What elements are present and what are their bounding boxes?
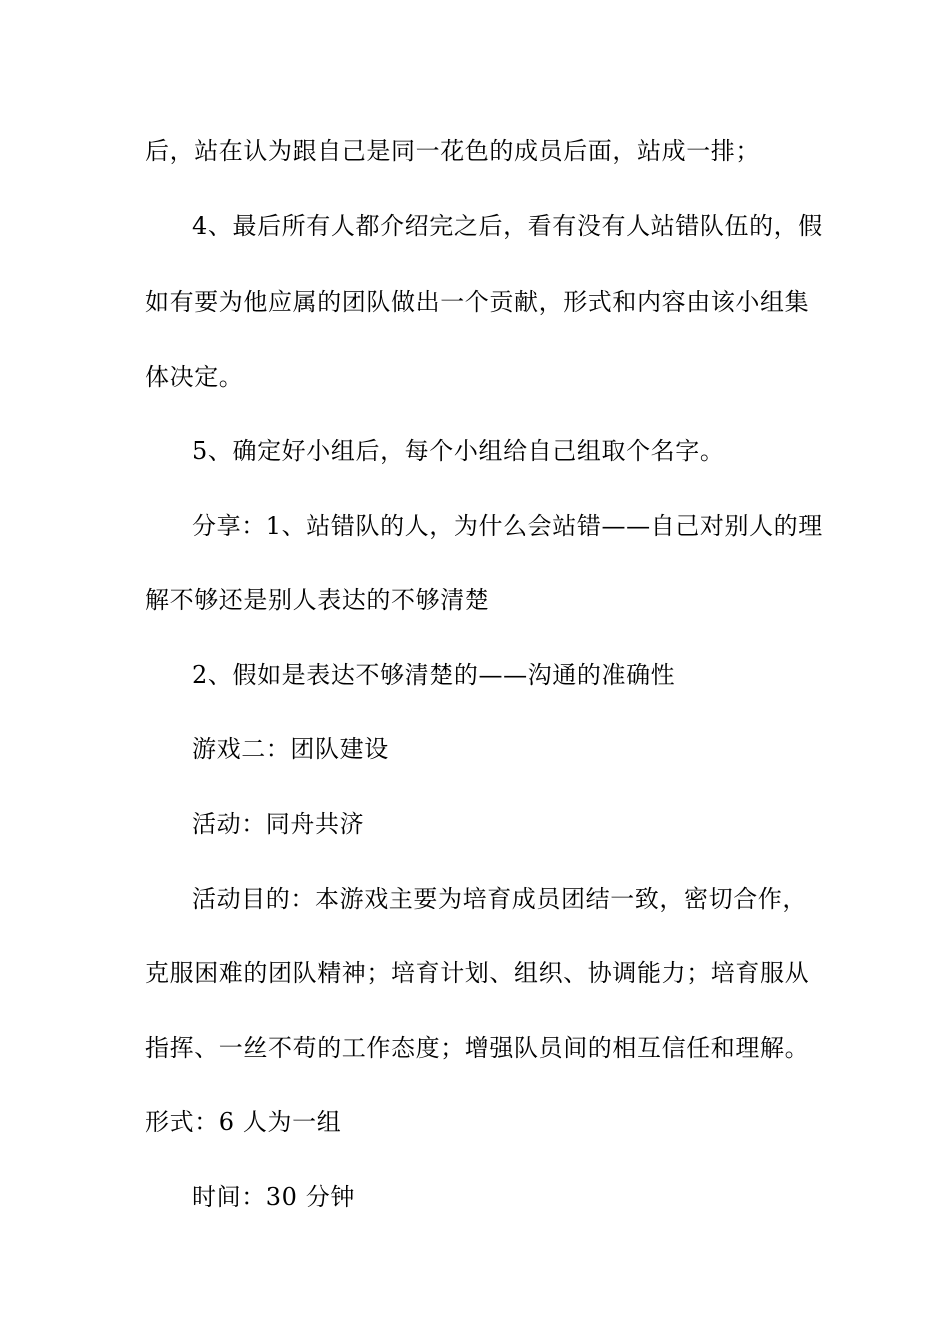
paragraph-line: 解不够还是别人表达的不够清楚 [145, 586, 490, 614]
paragraph-line: 时间：30 分钟 [192, 1183, 355, 1211]
paragraph-line: 2、假如是表达不够清楚的——沟通的准确性 [192, 661, 676, 689]
paragraph-line: 如有要为他应属的团队做出一个贡献，形式和内容由该小组集 [145, 288, 810, 316]
paragraph-line: 5、确定好小组后，每个小组给自己组取个名字。 [192, 437, 725, 465]
section-heading: 游戏二：团队建设 [192, 735, 389, 763]
paragraph-line: 体决定。 [145, 363, 244, 391]
paragraph-line: 指挥、一丝不苟的工作态度；增强队员间的相互信任和理解。 [145, 1034, 810, 1062]
paragraph-line: 活动：同舟共济 [192, 810, 365, 838]
paragraph-line: 4、最后所有人都介绍完之后，看有没有人站错队伍的，假 [192, 212, 823, 240]
paragraph-line: 克服困难的团队精神；培育计划、组织、协调能力；培育服从 [145, 959, 810, 987]
paragraph-line: 分享：1、站错队的人，为什么会站错——自己对别人的理 [192, 512, 823, 540]
paragraph-line: 形式：6 人为一组 [145, 1108, 342, 1136]
paragraph-line: 活动目的：本游戏主要为培育成员团结一致，密切合作， [192, 885, 807, 913]
paragraph-line: 后，站在认为跟自己是同一花色的成员后面，站成一排； [145, 137, 760, 165]
